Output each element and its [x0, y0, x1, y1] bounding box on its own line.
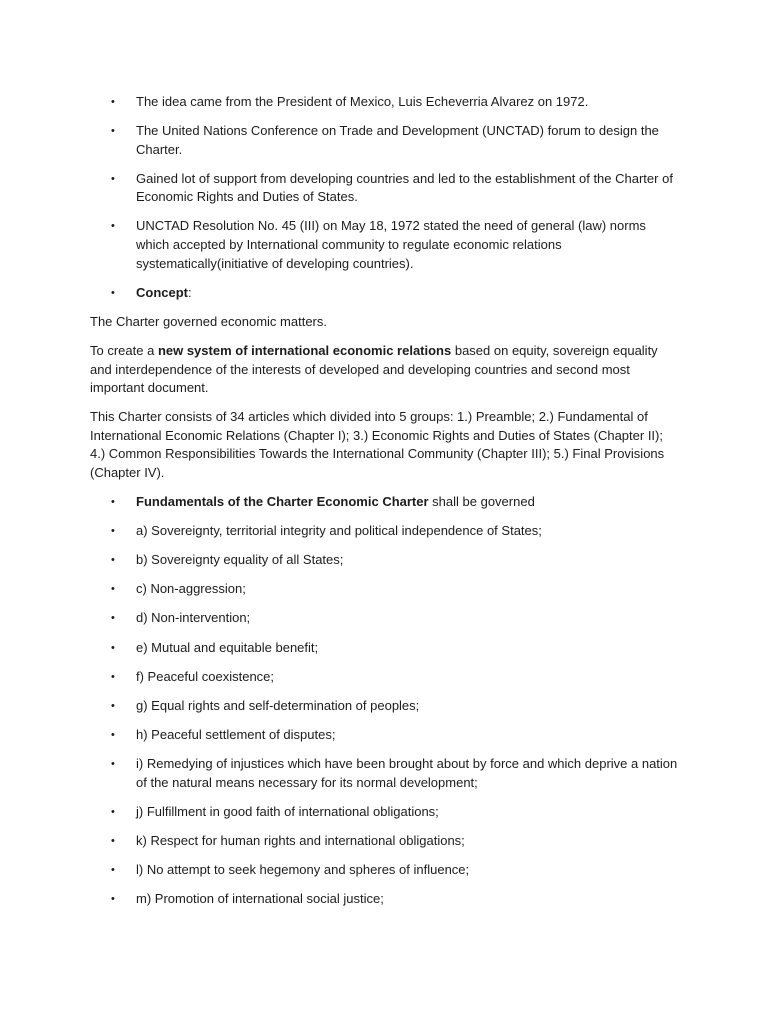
bullet-icon: • [111, 583, 115, 596]
list-item [90, 93, 680, 112]
list-item-text: a) Sovereignty, territorial integrity and political independence of States; [136, 523, 542, 539]
list-item-text: f) Peaceful coexistence; [136, 668, 275, 684]
list-item [90, 697, 680, 716]
bullet-icon: • [111, 834, 115, 847]
paragraph-text: based on equity, sovereign equality and interdependence of the interests of developed and developing countries and second most important document. [90, 342, 658, 396]
bullet-icon: • [111, 554, 115, 567]
list-item-text: m) Promotion of international social justice; [136, 890, 384, 906]
list-item [90, 861, 680, 880]
list-item-text: The United Nations Conference on Trade and Development (UNCTAD) forum to design the Charter. [136, 123, 659, 157]
concept-colon: : [188, 284, 192, 300]
fundamentals-heading [90, 493, 680, 512]
list-item-text: The idea came from the President of Mexico, Luis Echeverria Alvarez on 1972. [136, 94, 589, 109]
list-item [90, 580, 680, 599]
fundamentals-label: Fundamentals of the Charter Economic Charter [136, 494, 429, 510]
list-item-text: j) Fulfillment in good faith of international obligations; [136, 803, 439, 819]
list-item-text: UNCTAD Resolution No. 45 (III) on May 18, 1972 stated the need of general (law) norms which accepted by International community to regulate economic relations systematically(initiative of developing countries). [136, 218, 646, 271]
list-item [90, 726, 680, 745]
list-item [90, 551, 680, 570]
bullet-icon: • [111, 863, 115, 876]
list-item-text: i) Remedying of injustices which have been brought about by force and which deprive a nation of the natural means necessary for its normal development; [136, 755, 678, 790]
list-item-text: e) Mutual and equitable benefit; [136, 639, 319, 655]
list-item [90, 803, 680, 822]
bullet-icon: • [111, 641, 115, 654]
bullet-icon: • [111, 699, 115, 712]
list-item-text: k) Respect for human rights and international obligations; [136, 832, 465, 848]
bullet-icon: • [111, 496, 115, 509]
paragraph-charter-governed: The Charter governed economic matters. [90, 313, 327, 329]
bullet-list-top [90, 93, 680, 302]
list-item-text: h) Peaceful settlement of disputes; [136, 726, 336, 742]
list-item [90, 755, 680, 792]
fundamentals-rest: shall be governed [428, 494, 535, 510]
document-page [90, 93, 680, 919]
paragraph-new-system [90, 342, 680, 398]
list-item [90, 609, 680, 628]
list-item [90, 122, 680, 159]
list-item-text: d) Non-intervention; [136, 610, 251, 626]
list-item-text: b) Sovereignty equality of all States; [136, 552, 344, 568]
bullet-list-fundamentals [90, 493, 680, 908]
bullet-icon: • [111, 670, 115, 683]
list-item [90, 890, 680, 909]
list-item [90, 668, 680, 687]
list-item-text: g) Equal rights and self-determination of peoples; [136, 697, 420, 713]
bullet-icon: • [111, 96, 115, 108]
list-item-text: l) No attempt to seek hegemony and spheres of influence; [136, 861, 470, 877]
bullet-icon: • [111, 805, 115, 818]
list-item [90, 170, 680, 207]
bullet-icon: • [111, 612, 115, 625]
paragraph-articles: This Charter consists of 34 articles which divided into 5 groups: 1.) Preamble; 2.) Fundamental of International Economic Relations (Chapter I); 3.) Economic Rights and Duties of States (Chapter II); 4.) Common Responsibilities Towards the International Community (Chapter III); 5.) Final Provisions (Chapter IV). [90, 409, 665, 480]
bullet-icon: • [111, 892, 115, 905]
bullet-icon: • [111, 220, 115, 233]
concept-heading [90, 284, 680, 303]
list-item-text: Gained lot of support from developing countries and led to the establishment of the Charter of Economic Rights and Duties of States. [136, 170, 673, 205]
list-item [90, 639, 680, 658]
bullet-icon: • [111, 125, 115, 138]
bullet-icon: • [111, 728, 115, 741]
bullet-icon: • [111, 286, 115, 299]
concept-label: Concept [136, 284, 188, 300]
list-item [90, 522, 680, 541]
list-item [90, 832, 680, 851]
list-item-text: c) Non-aggression; [136, 581, 246, 597]
paragraph-bold-text: new system of international economic relations [157, 342, 452, 358]
bullet-icon: • [111, 525, 115, 538]
paragraph-text: To create a [90, 342, 158, 358]
bullet-icon: • [111, 172, 115, 185]
list-item [90, 217, 680, 273]
bullet-icon: • [111, 757, 115, 770]
